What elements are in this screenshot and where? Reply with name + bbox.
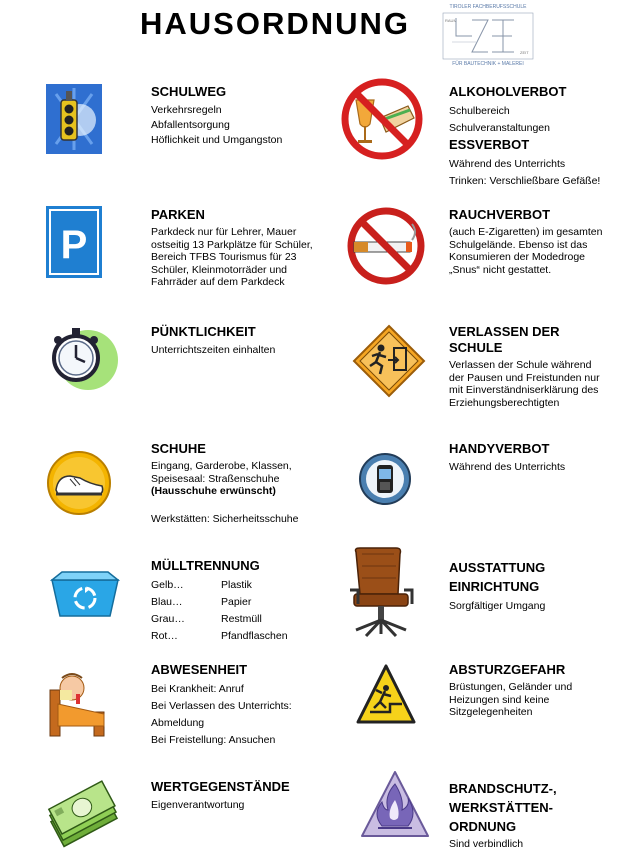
exit-running-icon [352,324,426,398]
no-smoking-icon [346,206,426,286]
section-heading-cont: WERKSTÄTTEN- [449,800,553,815]
section-line: (auch E-Zigaretten) im gesamten [449,226,603,238]
section-line: Verkehrsregeln [151,104,222,116]
section-brandschutz [449,779,557,852]
school-logo [442,4,534,68]
section-ausstattung [449,558,545,614]
section-line: Unterrichtszeiten einhalten [151,344,276,356]
section-line: Schulveranstaltungen [449,122,550,134]
logo-zeit-text: ZEIT [520,50,529,55]
section-line-bold: (Hausschuhe erwünscht) [151,485,276,498]
section-line: Während des Unterrichts [449,461,566,473]
section-line: Abmeldung [151,717,205,729]
section-line: Sorgfältiger Umgang [449,600,546,612]
section-parken [151,207,313,289]
section-line: ostseitig 13 Parkplätze für Schüler, [151,238,313,251]
bin-color: Grau… [151,613,185,625]
section-heading: ABSTURZGEFAHR [449,662,566,677]
section-line: Bei Freistellung: Ansuchen [151,734,276,746]
section-line: Eingang, Garderobe, Klassen, [151,460,292,472]
bin-row [151,611,288,628]
section-line: Parkdeck nur für Lehrer, Mauer [151,226,297,238]
section-heading-cont: SCHULE [449,340,503,355]
section-heading: VERLASSEN DER [449,324,560,339]
bin-row [151,628,288,645]
section-heading-essverbot: ESSVERBOT [449,137,530,152]
section-schuhe [151,441,298,527]
logo-raum-text: RAUM [445,18,457,23]
section-line: Bei Verlassen des Unterrichts: [151,700,292,712]
bin-type: Restmüll [221,613,262,625]
section-abwesenheit [151,662,292,749]
section-heading: MÜLLTRENNUNG [151,558,260,573]
section-line: Während des Unterrichts [449,158,566,170]
section-heading: ABWESENHEIT [151,662,248,677]
section-line: Schulbereich [449,105,510,117]
section-line: Bereich TFBS Tourismus für 23 [151,251,297,264]
office-chair-icon [346,546,416,638]
fall-hazard-icon [356,660,416,728]
section-line: Bei Krankheit: Anruf [151,683,244,695]
section-handyverbot [449,441,565,475]
section-muelltrennung [151,558,288,645]
section-line: Fahrräder auf dem Parkdeck [151,276,285,289]
parking-sign-icon [46,206,102,278]
page-title: HAUSORDNUNG [140,6,410,41]
section-line: Heizungen sind keine [449,693,550,706]
section-heading: HANDYVERBOT [449,441,550,456]
section-line: Schüler, Kleinmotorräder und [151,263,287,276]
section-heading: WERTGEGENSTÄNDE [151,779,290,794]
bin-type: Pfandflaschen [221,630,288,642]
section-verlassen-der-schule [449,324,600,409]
section-heading: RAUCHVERBOT [449,207,551,222]
section-line: Sitzgelegenheiten [449,706,533,719]
traffic-light-icon [46,84,102,154]
svg-text:P: P [60,223,88,267]
section-alkoholverbot [449,84,600,190]
bin-color: Gelb… [151,579,184,591]
section-line: der Pausen und Freistunden nur [449,371,600,384]
section-line: Sind verbindlich [449,838,524,850]
logo-bottom-text: FÜR BAUTECHNIK + MALEREI [452,61,524,67]
stopwatch-icon [46,322,120,392]
sick-in-bed-icon [46,660,110,740]
section-heading: ALKOHOLVERBOT [449,84,567,99]
section-line: Eigenverantwortung [151,799,245,811]
bin-row [151,577,288,594]
section-line: Erziehungsberechtigten [449,396,560,409]
mobile-phone-icon [358,452,412,506]
logo-top-text: TIROLER FACHBERUFSSCHULE [449,4,527,10]
section-heading: SCHULWEG [151,84,227,99]
section-rauchverbot [449,207,602,276]
bin-color: Rot… [151,630,178,642]
section-line: Speisesaal: Straßenschuhe [151,472,280,485]
section-line: mit Einverständniserklärung des [449,384,599,397]
section-heading: PARKEN [151,207,205,222]
bin-color: Blau… [151,596,183,608]
section-line: Konsumieren der Modedroge [449,251,585,264]
section-heading: BRANDSCHUTZ-, [449,781,557,796]
section-line: Höflichkeit und Umgangston [151,134,283,146]
section-absturzgefahr [449,662,572,719]
section-line: Abfallentsorgung [151,119,230,131]
fire-hazard-icon [360,770,430,838]
no-food-drink-icon [340,78,424,160]
recycling-bin-icon [50,568,120,620]
bin-row [151,594,288,611]
section-heading: AUSSTATTUNG [449,560,546,575]
bin-type: Papier [221,596,252,608]
section-schulweg [151,84,282,148]
section-line: „Snus“ nicht gestattet. [449,263,552,276]
section-line: Schulgelände. Ebenso ist das [449,238,588,251]
section-wertgegenstaende [151,779,290,813]
section-line: Brüstungen, Geländer und [449,681,573,693]
section-line: Werkstätten: Sicherheitsschuhe [151,512,299,525]
section-heading-cont: ORDNUNG [449,819,517,834]
sneaker-icon [46,450,112,516]
section-heading: SCHUHE [151,441,206,456]
section-line: Verlassen der Schule während [449,359,592,371]
bin-type: Plastik [221,579,252,591]
section-heading: PÜNKTLICHKEIT [151,324,256,339]
section-line: Trinken: Verschließbare Gefäße! [449,175,601,187]
section-heading-cont: EINRICHTUNG [449,579,540,594]
logo-mark-icon [442,12,534,60]
money-stack-icon [46,776,120,856]
section-puenktlichkeit [151,324,275,358]
